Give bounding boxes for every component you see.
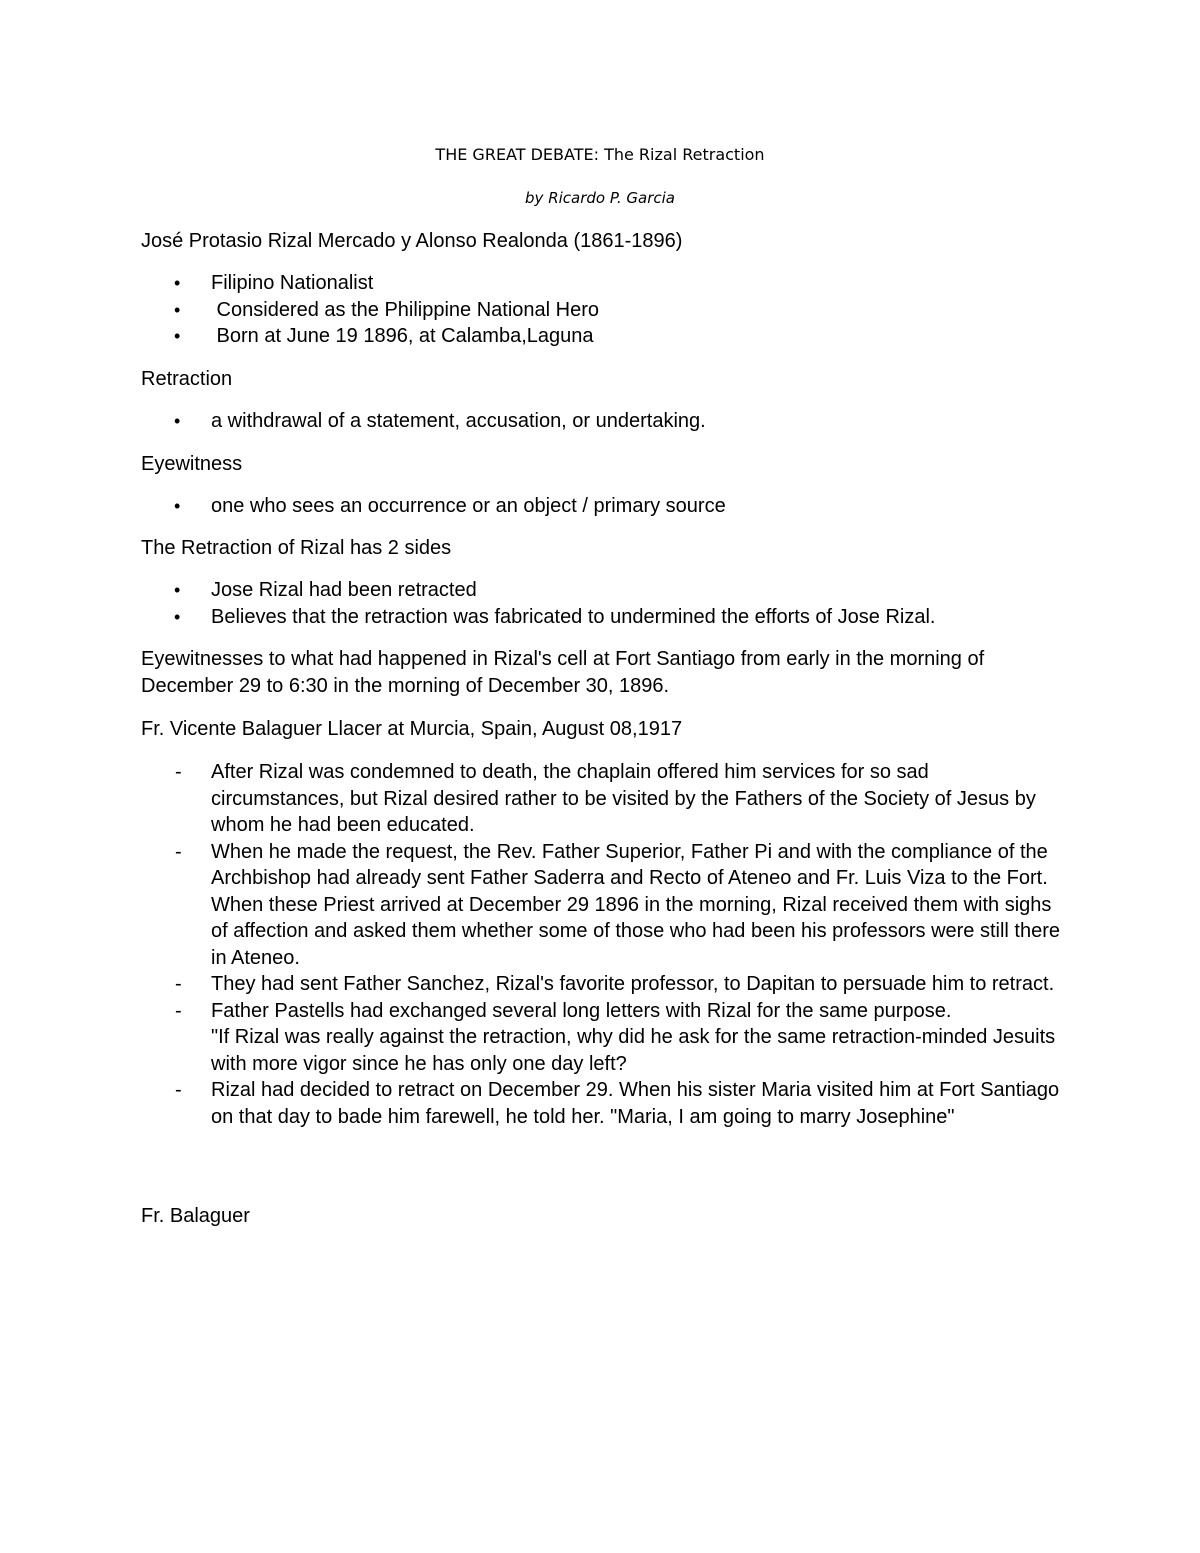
quoted-question: "If Rizal was really against the retraction, why did he ask for the same retraction-minded Jesuits with more vigor since he has only one day left?: [211, 1026, 1056, 1075]
list-item: - Father Pastells had exchanged several long letters with Rizal for the same purpose. "If Rizal was really against the retraction, why did he ask for the same retraction-minded Jesuits with more vigor since he has only one day left?: [141, 998, 1061, 1078]
section-heading-retraction: Retraction: [141, 368, 233, 390]
list-item: - They had sent Father Sanchez, Rizal's favorite professor, to Dapitan to persuade him to retract.: [141, 971, 1061, 998]
bullet-marker: •: [174, 273, 181, 293]
bullet-marker: •: [174, 411, 181, 431]
section-heading-two-sides: The Retraction of Rizal has 2 sides: [141, 537, 452, 559]
bullet-marker: •: [174, 580, 181, 600]
eyewitness-paragraph: Eyewitnesses to what had happened in Rizal's cell at Fort Santiago from early in the morning of December 29 to 6:30 in the morning of December 30, 1896.: [141, 648, 985, 697]
list-item: - After Rizal was condemned to death, the chaplain offered him services for so sad circumstances, but Rizal desired rather to be visited by the Fathers of the Society of Jesus by whom he had been educated.: [175, 761, 1036, 836]
list-item: - Rizal had decided to retract on December 29. When his sister Maria visited him at Fort Santiago on that day to bade him farewell, he told her. "Maria, I am going to marry Josephine": [175, 1079, 1060, 1128]
list-item: • a withdrawal of a statement, accusation, or undertaking.: [141, 408, 1061, 435]
bullet-list-retraction: [141, 408, 1061, 435]
dash-marker: -: [175, 973, 182, 995]
dash-list-balaguer: [141, 759, 1061, 1130]
list-item: • Filipino Nationalist: [141, 270, 1061, 297]
list-item: • Born at June 19 1896, at Calamba,Laguna: [141, 323, 1061, 350]
bullet-marker: •: [174, 299, 181, 320]
dash-marker: -: [175, 840, 182, 863]
dash-marker: -: [175, 761, 182, 783]
section-heading-rizal: José Protasio Rizal Mercado y Alonso Realonda (1861-1896): [141, 230, 683, 252]
dash-marker: -: [175, 999, 182, 1022]
list-item: • Jose Rizal had been retracted: [141, 577, 1061, 604]
closing-heading: Fr. Balaguer: [141, 1205, 250, 1227]
bullet-list-two-sides: [141, 577, 1061, 630]
bullet-list-eyewitness: [141, 493, 1061, 520]
balaguer-heading: Fr. Vicente Balaguer Llacer at Murcia, Spain, August 08,1917: [141, 718, 683, 740]
bullet-list-rizal: [141, 270, 1061, 350]
dash-marker: -: [175, 1079, 182, 1101]
bullet-marker: •: [174, 496, 181, 516]
bullet-marker: •: [174, 606, 181, 627]
document-byline: by Ricardo P. Garcia: [525, 189, 675, 207]
document-title: THE GREAT DEBATE: The Rizal Retraction: [435, 145, 765, 164]
bullet-marker: •: [174, 326, 181, 346]
list-item: • one who sees an occurrence or an object / primary source: [141, 493, 1061, 520]
section-heading-eyewitness: Eyewitness: [141, 453, 243, 475]
list-item: • Considered as the Philippine National Hero: [141, 297, 1061, 324]
list-item: - When he made the request, the Rev. Father Superior, Father Pi and with the compliance of the Archbishop had already sent Father Saderra and Recto of Ateneo and Fr. Luis Viza to the Fort. When these Priest arrived at December 29 1896 in the morning, Rizal received them with sighs of affection and asked them whether some of those who had been his professors were still there in Ateneo.: [175, 840, 1061, 969]
list-item: • Believes that the retraction was fabricated to undermined the efforts of Jose Rizal.: [141, 604, 1061, 631]
